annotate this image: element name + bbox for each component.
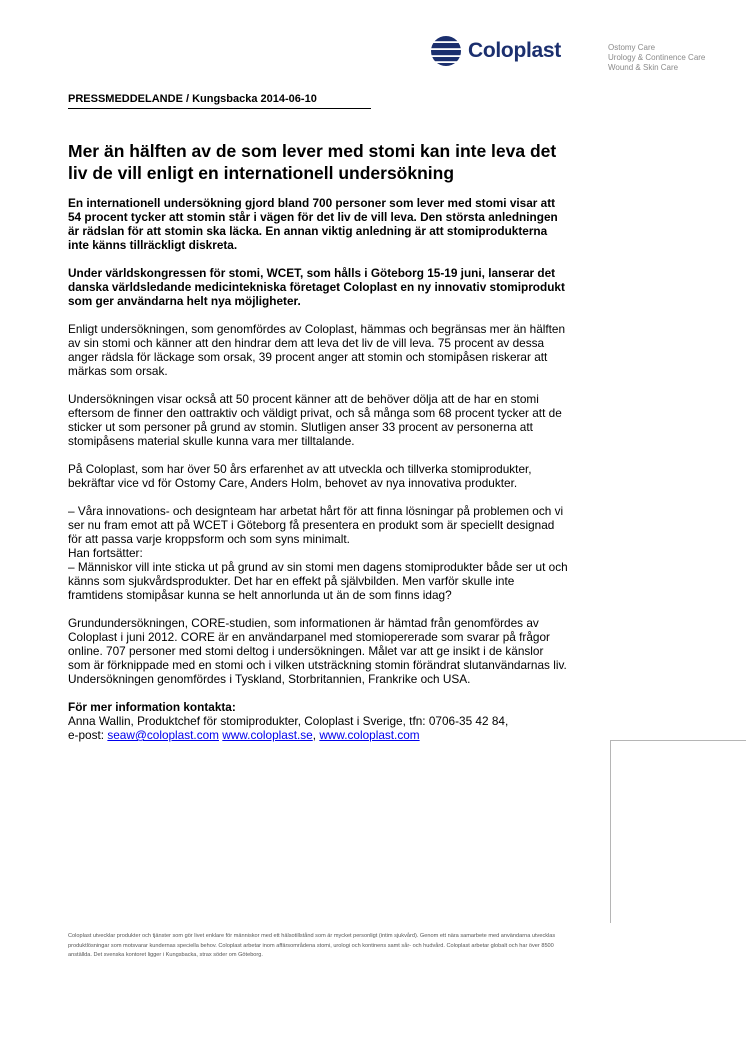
- lead-paragraph-2: Under världskongressen för stomi, WCET, som hålls i Göteborg 15-19 juni, lanserar det danska världsledande medicintekniska företaget Coloplast en ny innovativ stomiprodukt som ger användarna helt nya möjligheter.: [68, 266, 565, 308]
- contact-block: [68, 700, 568, 742]
- sidebar-box: [610, 740, 746, 923]
- website-link-com[interactable]: www.coloplast.com: [319, 728, 420, 742]
- coloplast-logo-icon: [430, 35, 462, 67]
- email-prefix: e-post:: [68, 728, 108, 742]
- lead-paragraph-1: En internationell undersökning gjord bland 700 personer som lever med stomi visar att 54 procent tycker att stomin står i vägen för det liv de vill leva. Den största anledningen är rädslan för att stomin ska läcka. En annan viktig anledning är att stomiprodukterna inte känns tillräckligt diskreta.: [68, 196, 558, 252]
- article-body: [68, 140, 568, 756]
- division-item: Wound & Skin Care: [608, 63, 679, 72]
- body-paragraph-4: – Våra innovations- och designteam har arbetat hårt för att finna lösningar på problemen och vi ser nu fram emot att på WCET i Göteborg få presentera en produkt som är speciellt designad för att passa varje kroppsform och som syns minimalt.: [68, 504, 564, 546]
- brand-name: Coloplast: [468, 39, 561, 62]
- contact-title: För mer information kontakta:: [68, 700, 236, 714]
- body-paragraph-1: Enligt undersökningen, som genomfördes av Coloplast, hämmas och begränsas mer än hälften av sin stomi och känner att den hindrar dem att leva det liv de vill leva. 75 procent av dessa anger rädsla för läckage som orsak, 39 procent anger att stomin och stomipåsen riskerar att märkas som orsak.: [68, 322, 566, 378]
- link-separator: ,: [312, 728, 320, 742]
- email-link[interactable]: seaw@coloplast.com: [107, 728, 219, 742]
- body-paragraph-6: – Människor vill inte sticka ut på grund av sin stomi men dagens stomiprodukter både ser ut och känns som sjukvårdsprodukter. Det har en effekt på självbilden. Men varför skulle inte framtidens stomipåsar kunna se helt annorlunda ut än de som finns idag?: [68, 560, 568, 602]
- division-list: [608, 43, 705, 73]
- body-paragraph-5: Han fortsätter:: [68, 546, 143, 560]
- footer-text: Coloplast utvecklar produkter och tjänster som gör livet enklare för människor med ett hälsotillstånd som är mycket personligt (intim sjukvård). Genom ett nära samarbete med användarna utvecklas produktlösningar som motsvarar kundernas speciella behov. Coloplast arbetar inom affärsområdena stomi, urologi och kontinens samt sår- och hudvård. Coloplast arbetar globalt och har över 8500 anställda. Det svenska kontoret ligger i Kungsbacka, strax söder om Göteborg.: [68, 933, 556, 958]
- coloplast-logo: [430, 35, 561, 67]
- division-item: Ostomy Care: [608, 43, 656, 52]
- contact-line: Anna Wallin, Produktchef för stomiprodukter, Coloplast i Sverige, tfn: 0706-35 42 84,: [68, 714, 509, 728]
- website-link-se[interactable]: www.coloplast.se: [222, 728, 313, 742]
- press-header: [68, 93, 371, 109]
- division-item: Urology & Continence Care: [608, 53, 706, 62]
- article-title: Mer än hälften av de som lever med stomi kan inte leva det liv de vill enligt en internationell undersökning: [68, 141, 557, 183]
- body-paragraph-7: Grundundersökningen, CORE-studien, som informationen är hämtad från genomfördes av Coloplast i juni 2012. CORE är en användarpanel med stomiopererade som svarar på frågor online. 707 personer med stomi deltog i undersökningen. Målet var att ge insikt i de känslor som är förknippade med en stomi och i vilken utsträckning stomin förändrat slutanvändarnas liv. Undersökningen genomfördes i Tyskland, Storbritannien, Frankrike och USA.: [68, 616, 567, 686]
- body-paragraph-2: Undersökningen visar också att 50 procent känner att de behöver dölja att de har en stomi eftersom de finner den oattraktiv och väldigt privat, och så många som 68 procent tycker att de sticker ut som personer på grund av stomin. Slutligen anser 33 procent av personerna att stomipåsens material skulle kunna vara mer tilltalande.: [68, 392, 562, 448]
- press-header-label: PRESSMEDDELANDE / Kungsbacka 2014-06-10: [68, 93, 317, 105]
- header-divider: [68, 108, 371, 109]
- body-paragraph-3: På Coloplast, som har över 50 års erfarenhet av att utveckla och tillverka stomiprodukter, bekräftar vice vd för Ostomy Care, Anders Holm, behovet av nya innovativa produkter.: [68, 462, 532, 490]
